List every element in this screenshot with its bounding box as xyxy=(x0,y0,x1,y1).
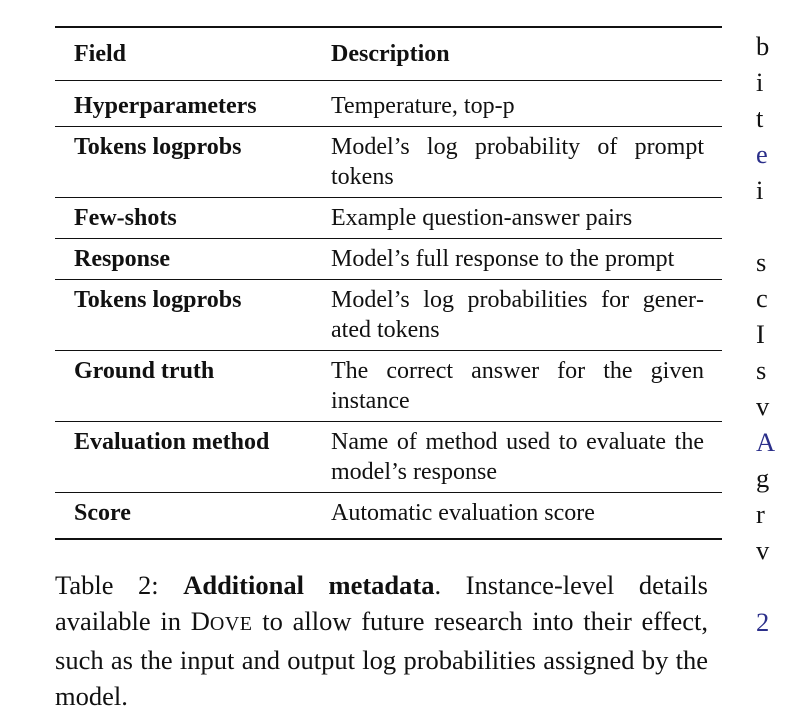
table-row xyxy=(55,493,722,539)
row-field: Few-shots xyxy=(55,198,312,239)
row-description: Model’s full response to the prompt xyxy=(312,239,722,280)
row-field: Response xyxy=(55,239,312,280)
table-row xyxy=(55,422,722,493)
fragment-line: r xyxy=(756,499,765,529)
table-row xyxy=(55,351,722,422)
fragment-line: i xyxy=(756,175,764,205)
header-field: Field xyxy=(55,28,312,81)
dove-name-initial: D xyxy=(190,605,210,636)
row-description: Automatic evaluation score xyxy=(331,500,595,526)
row-field: Evaluation method xyxy=(55,422,312,493)
row-description: The correct answer for the given instance xyxy=(312,351,722,422)
row-field: Tokens logprobs xyxy=(55,280,312,351)
row-description: Example question-answer pairs xyxy=(312,198,722,239)
fragment-line: I xyxy=(756,319,765,349)
metadata-table xyxy=(55,28,722,538)
adjacent-column-fragments xyxy=(756,28,796,640)
caption-text-after: to allow future research into their effect, such as the input and output log probabilities assigned by the model. xyxy=(55,605,708,711)
caption-label: Table 2: xyxy=(55,569,159,600)
fragment-line: g xyxy=(756,463,770,493)
row-description: Name of method used to evaluate the model’s response xyxy=(312,422,722,493)
row-field: Hyperparameters xyxy=(55,81,312,127)
fragment-line: v xyxy=(756,391,770,421)
table-row xyxy=(55,81,722,127)
table-header-row xyxy=(55,28,722,81)
row-description: Model’s log probabilities for generated tokens xyxy=(312,280,722,351)
fragment-line-link[interactable]: 2 xyxy=(756,607,770,637)
caption-title: Additional metadata xyxy=(183,569,435,600)
fragment-line-link[interactable]: A xyxy=(756,427,776,457)
header-description: Description xyxy=(312,28,722,81)
dove-name-rest: OVE xyxy=(209,612,253,635)
fragment-line: b xyxy=(756,31,770,61)
row-field: Score xyxy=(74,500,131,526)
table-row xyxy=(55,280,722,351)
table-row xyxy=(55,198,722,239)
fragment-line-link[interactable]: e xyxy=(756,139,768,169)
fragment-line: v xyxy=(756,535,770,565)
fragment-line: c xyxy=(756,283,768,313)
table-row xyxy=(55,239,722,280)
fragment-line: i xyxy=(756,67,764,97)
fragment-line: s xyxy=(756,355,767,385)
fragment-line: t xyxy=(756,103,764,133)
fragment-line xyxy=(756,568,796,604)
metadata-table-container xyxy=(55,26,722,540)
row-description: Temperature, top-p xyxy=(312,81,722,127)
table-row xyxy=(55,127,722,198)
fragment-line: s xyxy=(756,247,767,277)
row-field: Ground truth xyxy=(55,351,312,422)
table-caption xyxy=(55,567,708,714)
caption-text-before: . Instance-level details available in xyxy=(55,569,708,636)
row-description: Model’s log probability of prompt tokens xyxy=(312,127,722,198)
fragment-line xyxy=(756,208,796,244)
row-field: Tokens logprobs xyxy=(55,127,312,198)
